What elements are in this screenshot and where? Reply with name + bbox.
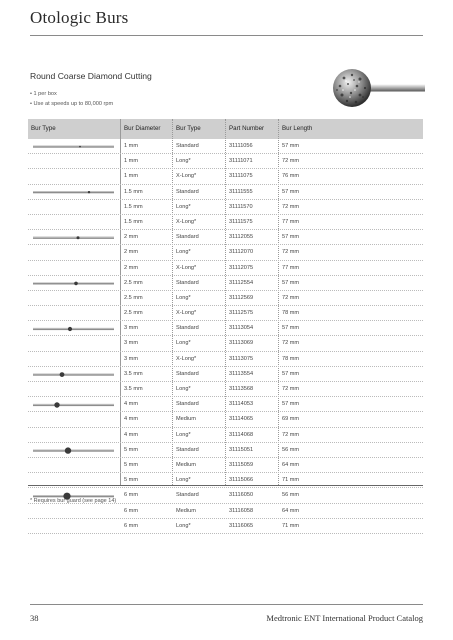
cell-bur-diameter: 2 mm xyxy=(124,234,138,241)
cell-bur-type: Medium xyxy=(176,461,196,468)
cell-bur-type: Long* xyxy=(176,431,191,438)
cell-bur-length: 57 mm xyxy=(282,188,300,195)
cell-bur-type: Standard xyxy=(176,188,199,195)
cell-bur-diameter: 3 mm xyxy=(124,325,138,332)
cell-part-number: 31113069 xyxy=(229,340,254,347)
cell-part-number: 31115059 xyxy=(229,461,254,468)
section-title: Round Coarse Diamond Cutting xyxy=(30,71,152,81)
cell-bur-length: 71 mm xyxy=(282,477,300,484)
bur-head-icon xyxy=(60,372,65,377)
header-bur-length: Bur Length xyxy=(282,125,313,132)
cell-part-number: 31115066 xyxy=(229,477,254,484)
cell-part-number: 31116050 xyxy=(229,492,254,499)
cell-bur-diameter: 1.5 mm xyxy=(124,203,143,210)
cell-bur-diameter: 6 mm xyxy=(124,507,138,514)
cell-part-number: 31111075 xyxy=(229,173,253,180)
cell-bur-diameter: 6 mm xyxy=(124,522,138,529)
cell-bur-type: X-Long* xyxy=(176,218,197,225)
footer-divider xyxy=(30,604,423,605)
cell-bur-diameter: 1.5 mm xyxy=(124,188,143,195)
cell-bur-length: 72 mm xyxy=(282,431,300,438)
cell-bur-type: Standard xyxy=(176,279,199,286)
cell-bur-diameter: 2.5 mm xyxy=(124,310,143,317)
cell-part-number: 31113554 xyxy=(229,370,254,377)
cell-bur-length: 64 mm xyxy=(282,461,300,468)
header-bur-type: Bur Type xyxy=(176,125,201,132)
cell-bur-length: 72 mm xyxy=(282,158,300,165)
bullet-item: • Use at speeds up to 80,000 rpm xyxy=(30,99,113,109)
cell-bur-length: 57 mm xyxy=(282,143,300,149)
cell-bur-diameter: 2.5 mm xyxy=(124,279,143,286)
cell-bur-type: X-Long* xyxy=(176,173,197,180)
cell-bur-diameter: 4 mm xyxy=(124,431,138,438)
cell-bur-length: 72 mm xyxy=(282,203,300,210)
bur-head-icon xyxy=(54,402,59,407)
cell-part-number: 31111071 xyxy=(229,158,253,165)
catalog-name: Medtronic ENT International Product Catalog xyxy=(266,613,423,623)
cell-part-number: 31113054 xyxy=(229,325,254,332)
cell-part-number: 31111575 xyxy=(229,218,253,225)
cell-bur-type: Medium xyxy=(176,416,196,423)
bur-head-icon xyxy=(74,282,78,286)
cell-part-number: 31111555 xyxy=(229,188,253,195)
cell-bur-length: 72 mm xyxy=(282,386,300,392)
cell-part-number: 31111056 xyxy=(229,143,253,149)
header-part-number: Part Number xyxy=(229,125,265,132)
cell-bur-length: 57 mm xyxy=(282,279,300,286)
cell-bur-type: Standard xyxy=(176,143,199,149)
cell-bur-diameter: 2 mm xyxy=(124,264,138,271)
cell-bur-type: Standard xyxy=(176,492,199,499)
cell-part-number: 31112075 xyxy=(229,264,254,271)
footnote: * Requires bur guard (see page 14) xyxy=(30,498,117,504)
cell-bur-diameter: 4 mm xyxy=(124,416,138,423)
cell-bur-type: Long* xyxy=(176,477,191,484)
cell-bur-length: 57 mm xyxy=(282,401,300,408)
cell-bur-diameter: 2 mm xyxy=(124,249,138,256)
bur-head-icon xyxy=(77,236,80,239)
cell-part-number: 31112575 xyxy=(229,310,254,317)
cell-part-number: 31116058 xyxy=(229,507,254,514)
cell-bur-length: 72 mm xyxy=(282,249,300,256)
cell-part-number: 31114068 xyxy=(229,431,254,438)
cell-bur-length: 57 mm xyxy=(282,370,300,377)
cell-bur-diameter: 5 mm xyxy=(124,477,138,484)
cell-bur-diameter: 1.5 mm xyxy=(124,218,143,225)
cell-bur-diameter: 3.5 mm xyxy=(124,370,143,377)
bur-head-icon xyxy=(68,327,72,331)
cell-bur-type: Standard xyxy=(176,370,199,377)
cell-bur-length: 56 mm xyxy=(282,446,300,453)
cell-bur-type: Long* xyxy=(176,249,191,256)
cell-bur-length: 64 mm xyxy=(282,507,300,514)
page-number: 38 xyxy=(30,613,39,623)
cell-bur-type: Long* xyxy=(176,158,191,165)
cell-bur-type: Long* xyxy=(176,522,191,529)
cell-bur-type: X-Long* xyxy=(176,310,197,317)
cell-bur-length: 72 mm xyxy=(282,294,300,301)
cell-bur-length: 56 mm xyxy=(282,492,300,499)
cell-bur-type: Long* xyxy=(176,386,191,392)
cell-part-number: 31114053 xyxy=(229,401,254,408)
cell-bur-diameter: 1 mm xyxy=(124,173,138,180)
cell-bur-type: Long* xyxy=(176,340,191,347)
cell-bur-diameter: 3 mm xyxy=(124,355,138,362)
cell-bur-type: Standard xyxy=(176,401,199,408)
cell-bur-type: Long* xyxy=(176,294,191,301)
cell-bur-length: 57 mm xyxy=(282,234,300,241)
cell-bur-diameter: 3 mm xyxy=(124,340,138,347)
cell-bur-type: Standard xyxy=(176,325,199,332)
cell-bur-type: Medium xyxy=(176,507,196,514)
cell-bur-diameter: 5 mm xyxy=(124,461,138,468)
cell-part-number: 31116065 xyxy=(229,522,254,529)
cell-bur-type: X-Long* xyxy=(176,355,197,362)
cell-part-number: 31113075 xyxy=(229,355,254,362)
cell-part-number: 31114065 xyxy=(229,416,254,423)
header-bur-type-image: Bur Type xyxy=(31,125,56,132)
table-bottom-rule xyxy=(28,485,423,486)
bur-head-icon xyxy=(88,191,90,193)
cell-bur-diameter: 2.5 mm xyxy=(124,294,143,301)
cell-bur-length: 76 mm xyxy=(282,173,300,180)
cell-bur-diameter: 1 mm xyxy=(124,158,138,165)
cell-bur-type: Standard xyxy=(176,234,199,241)
cell-part-number: 31113568 xyxy=(229,386,254,392)
cell-bur-length: 78 mm xyxy=(282,310,300,317)
cell-bur-type: Long* xyxy=(176,203,191,210)
cell-bur-length: 78 mm xyxy=(282,355,300,362)
cell-bur-length: 77 mm xyxy=(282,264,300,271)
bullet-item: • 1 per box xyxy=(30,89,113,99)
cell-bur-length: 57 mm xyxy=(282,325,300,332)
cell-part-number: 31112070 xyxy=(229,249,254,256)
cell-part-number: 31112055 xyxy=(229,234,254,241)
cell-bur-diameter: 3.5 mm xyxy=(124,386,143,392)
cell-part-number: 31112554 xyxy=(229,279,254,286)
cell-bur-type: X-Long* xyxy=(176,264,197,271)
bur-head-icon xyxy=(79,146,81,148)
cell-part-number: 31112569 xyxy=(229,294,254,301)
cell-bur-diameter: 1 mm xyxy=(124,143,138,149)
cell-bur-length: 71 mm xyxy=(282,522,300,529)
cell-bur-diameter: 5 mm xyxy=(124,446,138,453)
cell-bur-length: 77 mm xyxy=(282,218,300,225)
cell-bur-diameter: 6 mm xyxy=(124,492,138,499)
cell-bur-length: 72 mm xyxy=(282,340,300,347)
cell-part-number: 31115051 xyxy=(229,446,254,453)
cell-bur-diameter: 4 mm xyxy=(124,401,138,408)
cell-bur-type: Standard xyxy=(176,446,199,453)
header-bur-diameter: Bur Diameter xyxy=(124,125,161,132)
page-title: Otologic Burs xyxy=(30,8,129,27)
cell-part-number: 31111570 xyxy=(229,203,253,210)
bur-head-icon xyxy=(65,447,71,453)
cell-bur-length: 69 mm xyxy=(282,416,300,423)
